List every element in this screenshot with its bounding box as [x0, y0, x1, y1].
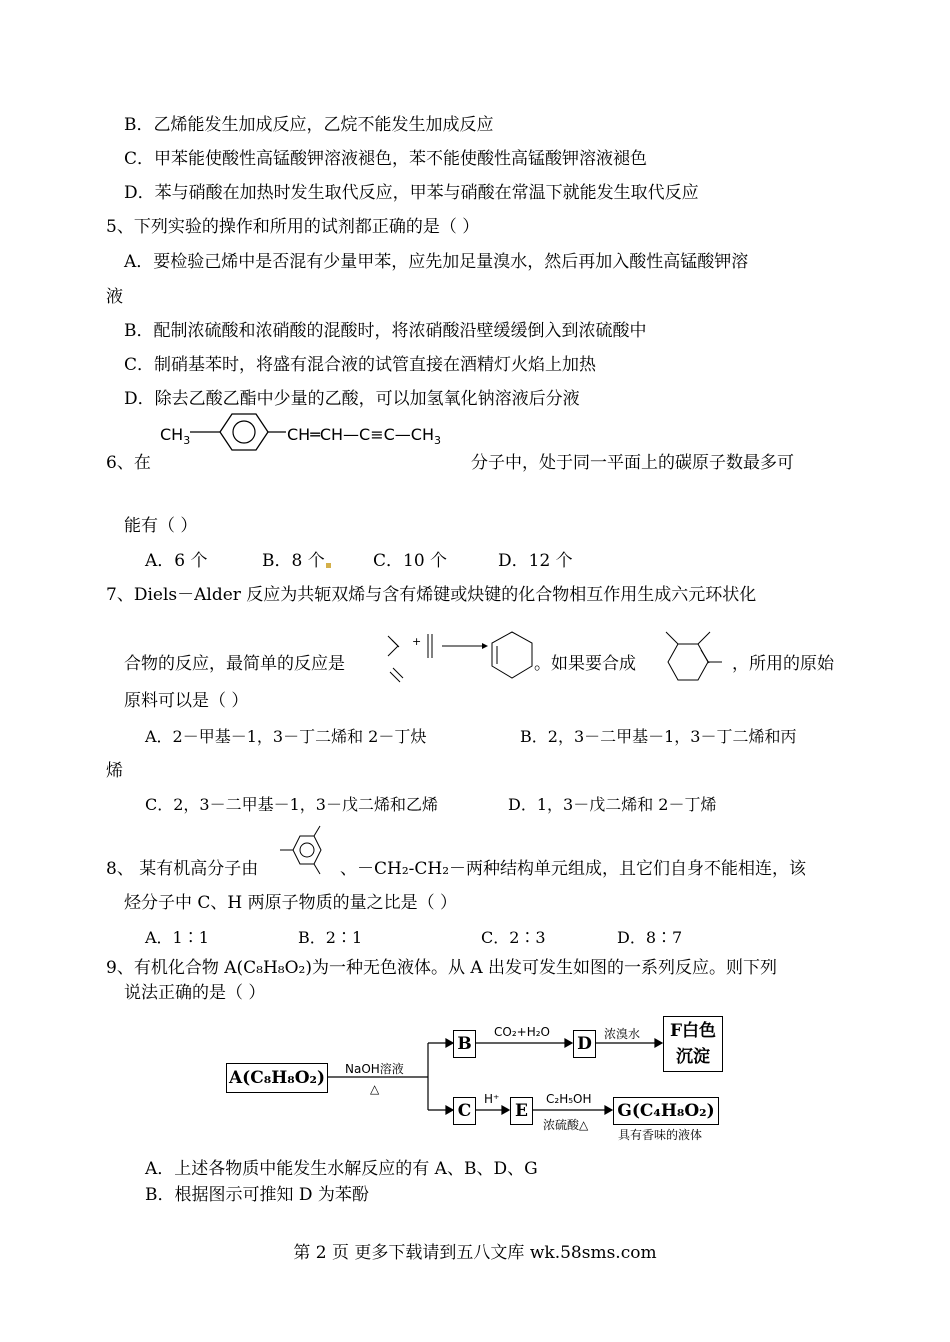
reagent-bromine-label: 浓溴水 — [604, 1027, 641, 1041]
q7-stem-line2b: 。如果要合成 — [534, 654, 636, 674]
q9-stem-line2: 说法正确的是（ ） — [124, 983, 266, 1003]
q9-stem-line1: 9、有机化合物 A(C₈H₈O₂)为一种无色液体。从 A 出发可发生如图的一系列反应。则下列 — [106, 958, 778, 978]
q4-option-b: B．乙烯能发生加成反应，乙烷不能发生加成反应 — [124, 115, 494, 135]
q7-option-d: D．1，3－戊二烯和 2－丁烯 — [508, 795, 717, 814]
compound-g-note: 具有香味的液体 — [618, 1128, 703, 1142]
q8-option-a: A．1∶1 — [145, 928, 209, 947]
q8-stem-line2: 烃分子中 C、H 两原子物质的量之比是（ ） — [124, 893, 458, 913]
q6-option-d: D．12 个 — [498, 551, 573, 571]
q5-option-a: A．要检验己烯中是否混有少量甲苯，应先加足量溴水，然后再加入酸性高锰酸钾溶 — [124, 252, 749, 272]
q7-stem-line3: 原料可以是（ ） — [124, 691, 249, 711]
q5-option-c: C．制硝基苯时，将盛有混合液的试管直接在酒精灯火焰上加热 — [124, 355, 597, 375]
q8-stem-suffix: 、－CH₂-CH₂－两种结构单元组成，且它们自身不能相连，该 — [340, 859, 807, 879]
compound-d-box: D — [573, 1030, 596, 1058]
q6-stem-line2: 能有（ ） — [124, 516, 198, 536]
compound-f-box: F白色沉淀 — [663, 1016, 723, 1072]
page-footer: 第 2 页 更多下载请到五八文库 wk.58sms.com — [293, 1243, 657, 1263]
q6-formula-methyl: $CH_3$ — [160, 425, 191, 448]
q9-option-a: A．上述各物质中能发生水解反应的有 A、B、D、G — [145, 1159, 538, 1179]
compound-e-box: E — [510, 1097, 533, 1125]
reagent-sulfuric-label: 浓硫酸△ — [543, 1118, 589, 1132]
q7-option-a: A．2－甲基－1，3－丁二烯和 2－丁炔 — [145, 727, 427, 746]
q6-option-a: A．6 个 — [145, 551, 208, 571]
q8-option-b: B．2∶1 — [298, 928, 363, 947]
compound-a-box: A(C₈H₈O₂) — [226, 1063, 328, 1093]
reagent-ethanol-label: C₂H₅OH — [546, 1092, 592, 1106]
q5-option-d: D．除去乙酸乙酯中少量的乙酸，可以加氢氧化钠溶液后分液 — [124, 389, 580, 409]
compound-g-box: G(C₄H₈O₂) — [613, 1097, 719, 1125]
q7-plus-sign: + — [412, 635, 422, 648]
compound-c-box: C — [453, 1097, 476, 1125]
q7-option-c: C．2，3－二甲基－1，3－戊二烯和乙烯 — [145, 795, 438, 814]
q6-option-c: C．10 个 — [373, 551, 448, 571]
reagent-co2-label: CO₂+H₂O — [494, 1025, 550, 1039]
q6-stem-suffix: 分子中，处于同一平面上的碳原子数最多可 — [471, 453, 794, 473]
q4-option-d: D．苯与硝酸在加热时发生取代反应，甲苯与硝酸在常温下就能发生取代反应 — [124, 183, 699, 203]
reagent-acid-label: H⁺ — [484, 1092, 500, 1106]
q8-stem-prefix: 8、 某有机高分子由 — [106, 859, 259, 879]
q5-option-b: B．配制浓硫酸和浓硝酸的混酸时，将浓硝酸沿壁缓缓倒入到浓硫酸中 — [124, 321, 647, 341]
q5-stem: 5、下列实验的操作和所用的试剂都正确的是（ ） — [106, 217, 480, 237]
q8-option-d: D．8∶7 — [617, 928, 683, 947]
q7-stem-line2a: 合物的反应，最简单的反应是 — [124, 654, 345, 674]
q7-option-b: B．2，3－二甲基－1，3－丁二烯和丙 — [520, 727, 797, 746]
q6-option-b: B．8 个 — [262, 551, 325, 571]
q5-option-a-cont: 液 — [106, 287, 123, 307]
q6-stem-prefix: 6、在 — [106, 453, 151, 473]
reagent-heat-label: △ — [370, 1082, 380, 1096]
reagent-naoh-label: NaOH溶液 — [345, 1062, 404, 1076]
q4-option-c: C．甲苯能使酸性高锰酸钾溶液褪色，苯不能使酸性高锰酸钾溶液褪色 — [124, 149, 648, 169]
compound-b-box: B — [453, 1030, 476, 1058]
q6-formula-chain: $CH═CH—C\equiv C—CH_3$ — [287, 425, 441, 448]
q7-stem-line2c: ，所用的原始 — [732, 654, 834, 674]
q8-option-c: C．2∶3 — [481, 928, 546, 947]
q9-option-b: B．根据图示可推知 D 为苯酚 — [145, 1185, 369, 1205]
q7-option-b-cont: 烯 — [106, 761, 123, 781]
q7-stem-line1: 7、Diels－Alder 反应为共轭双烯与含有烯键或炔键的化合物相互作用生成六元环状化 — [106, 585, 757, 605]
